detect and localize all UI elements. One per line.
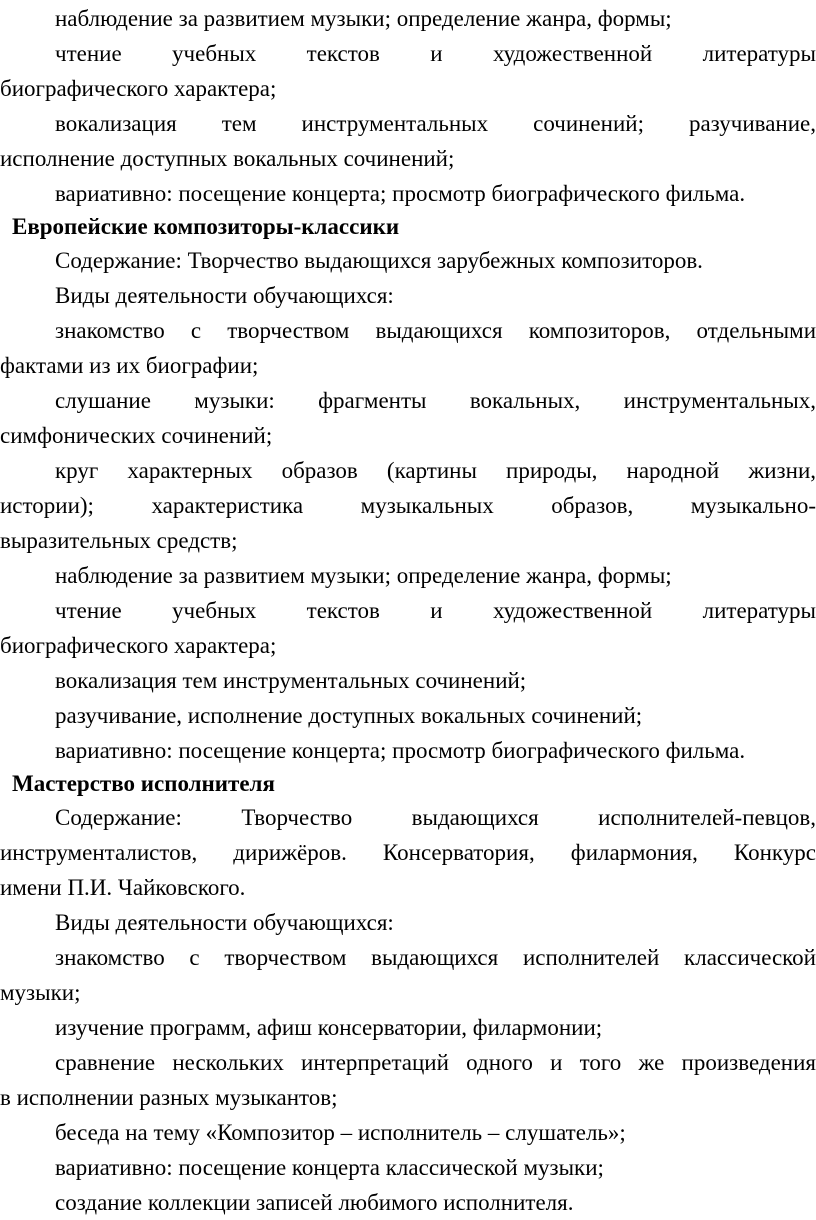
- paragraph-line: Виды деятельности обучающихся:: [55, 283, 394, 308]
- paragraph-line: музыки;: [0, 980, 81, 1005]
- paragraph-line: биографического характера;: [0, 633, 277, 658]
- paragraph-line: разучивание, исполнение доступных вокальных сочинений;: [55, 703, 643, 728]
- paragraph-line: симфонических сочинений;: [0, 423, 273, 448]
- paragraph-line: сравнение нескольких интерпретаций одного и того же произведения: [55, 1050, 816, 1075]
- section-heading: Мастерство исполнителя: [12, 771, 275, 796]
- paragraph-line: инструменталистов, дирижёров. Консерватория, филармония, Конкурс: [0, 840, 816, 865]
- paragraph-line: Виды деятельности обучающихся:: [55, 910, 394, 935]
- paragraph-line: вариативно: посещение концерта классической музыки;: [55, 1155, 604, 1180]
- paragraph-line: имени П.И. Чайковского.: [0, 875, 246, 900]
- paragraph-line: знакомство с творчеством выдающихся композиторов, отдельными: [55, 318, 816, 343]
- paragraph-line: изучение программ, афиш консерватории, филармонии;: [55, 1015, 603, 1040]
- paragraph-line: биографического характера;: [0, 76, 277, 101]
- paragraph-line: слушание музыки: фрагменты вокальных, инструментальных,: [55, 388, 816, 413]
- paragraph-line: круг характерных образов (картины природы, народной жизни,: [55, 458, 816, 483]
- paragraph-line: фактами из их биографии;: [0, 353, 259, 378]
- paragraph-line: выразительных средств;: [0, 528, 238, 553]
- paragraph-line: истории); характеристика музыкальных образов, музыкально-: [0, 493, 816, 518]
- paragraph-line: Содержание: Творчество выдающихся исполнителей-певцов,: [55, 805, 816, 830]
- paragraph-line: наблюдение за развитием музыки; определение жанра, формы;: [55, 563, 672, 588]
- paragraph-line: создание коллекции записей любимого исполнителя.: [55, 1190, 574, 1215]
- section-heading: Европейские композиторы-классики: [12, 214, 400, 239]
- paragraph-line: чтение учебных текстов и художественной литературы: [55, 41, 816, 66]
- paragraph-line: знакомство с творчеством выдающихся исполнителей классической: [55, 945, 816, 970]
- paragraph-line: наблюдение за развитием музыки; определение жанра, формы;: [55, 6, 672, 31]
- paragraph-line: беседа на тему «Композитор – исполнитель – слушатель»;: [55, 1120, 626, 1145]
- paragraph-line: чтение учебных текстов и художественной литературы: [55, 598, 816, 623]
- paragraph-line: Содержание: Творчество выдающихся зарубежных композиторов.: [55, 248, 703, 273]
- paragraph-line: вариативно: посещение концерта; просмотр биографического фильма.: [55, 738, 746, 763]
- paragraph-line: в исполнении разных музыкантов;: [0, 1085, 338, 1110]
- paragraph-line: вариативно: посещение концерта; просмотр биографического фильма.: [55, 181, 746, 206]
- paragraph-line: исполнение доступных вокальных сочинений;: [0, 146, 455, 171]
- paragraph-line: вокализация тем инструментальных сочинений; разучивание,: [55, 111, 816, 136]
- paragraph-line: вокализация тем инструментальных сочинений;: [55, 668, 527, 693]
